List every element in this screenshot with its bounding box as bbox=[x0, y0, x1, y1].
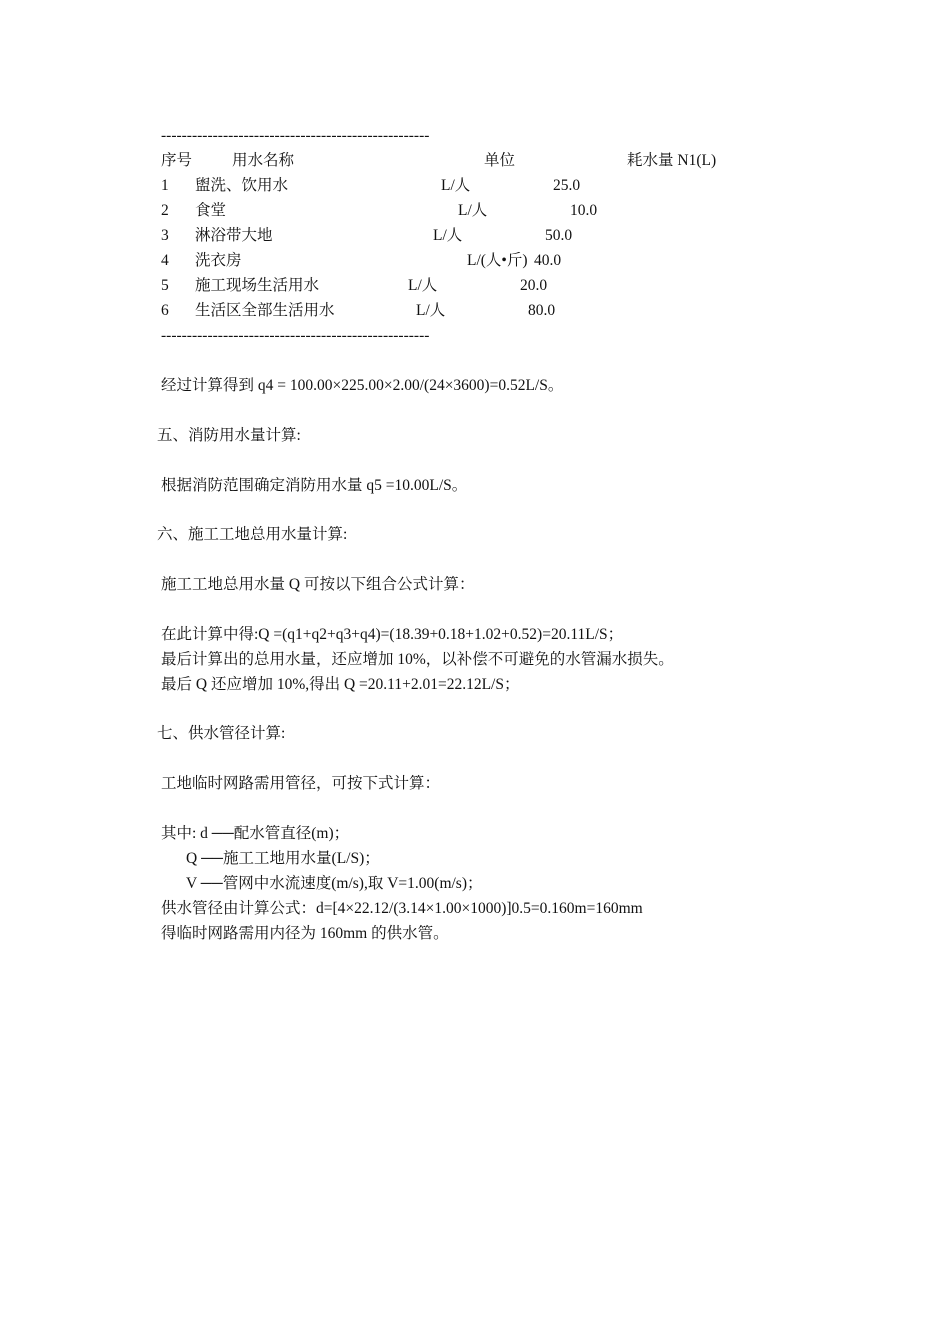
row-unit: L/人 bbox=[408, 277, 438, 294]
section6-heading: 六、施工工地总用水量计算: bbox=[157, 526, 348, 543]
header-amount: 耗水量 N1(L) bbox=[627, 152, 717, 169]
header-name: 用水名称 bbox=[232, 152, 295, 169]
row-name: 食堂 bbox=[195, 202, 227, 219]
row-name: 施工现场生活用水 bbox=[195, 277, 320, 294]
row-name: 淋浴带大地 bbox=[195, 227, 273, 244]
q-calc: 在此计算中得:Q =(q1+q2+q3+q4)=(18.39+0.18+1.02+0.52)=20.11L/S； bbox=[161, 626, 624, 643]
row-index: 5 bbox=[161, 277, 169, 294]
row-name: 洗衣房 bbox=[195, 252, 242, 269]
section7-heading: 七、供水管径计算: bbox=[157, 725, 286, 742]
row-index: 1 bbox=[161, 177, 169, 194]
row-unit: L/人 bbox=[458, 202, 488, 219]
where-q: Q ──施工工地用水量(L/S)； bbox=[186, 850, 380, 867]
row-index: 3 bbox=[161, 227, 169, 244]
row-index: 4 bbox=[161, 252, 169, 269]
where-v: V ──管网中水流速度(m/s),取 V=1.00(m/s)； bbox=[186, 875, 483, 892]
row-name: 生活区全部生活用水 bbox=[195, 302, 335, 319]
row-unit: L/人 bbox=[441, 177, 471, 194]
header-unit: 单位 bbox=[484, 152, 516, 169]
q-formula-intro: 施工工地总用水量 Q 可按以下组合公式计算： bbox=[161, 576, 475, 593]
row-unit: L/人 bbox=[433, 227, 463, 244]
row-amount: 80.0 bbox=[528, 302, 556, 319]
q4-result: 经过计算得到 q4 = 100.00×225.00×2.00/(24×3600)=0.52L/S。 bbox=[161, 377, 564, 394]
where-d: 其中: d ──配水管直径(m)； bbox=[161, 825, 350, 842]
header-index: 序号 bbox=[161, 152, 193, 169]
row-amount: 20.0 bbox=[520, 277, 548, 294]
row-amount: 25.0 bbox=[553, 177, 581, 194]
pipe-intro: 工地临时网路需用管径，可按下式计算： bbox=[161, 775, 441, 792]
row-amount: 40.0 bbox=[534, 252, 562, 269]
table-top-divider: ---------------------------------------------------- bbox=[161, 127, 430, 144]
row-amount: 10.0 bbox=[570, 202, 598, 219]
section5-heading: 五、消防用水量计算: bbox=[157, 427, 301, 444]
row-amount: 50.0 bbox=[545, 227, 573, 244]
q5-result: 根据消防范围确定消防用水量 q5 =10.00L/S。 bbox=[161, 477, 468, 494]
pipe-result: 得临时网路需用内径为 160mm 的供水管。 bbox=[161, 925, 449, 942]
pipe-formula: 供水管径由计算公式：d=[4×22.12/(3.14×1.00×1000)]0.5=0.160m=160mm bbox=[161, 900, 643, 917]
row-index: 6 bbox=[161, 302, 169, 319]
row-name: 盥洗、饮用水 bbox=[195, 177, 289, 194]
q-increase-note: 最后计算出的总用水量，还应增加 10%，以补偿不可避免的水管漏水损失。 bbox=[161, 651, 674, 668]
row-unit: L/(人•斤) bbox=[467, 252, 528, 269]
row-index: 2 bbox=[161, 202, 169, 219]
table-bottom-divider: ---------------------------------------------------- bbox=[161, 327, 430, 344]
q-final: 最后 Q 还应增加 10%,得出 Q =20.11+2.01=22.12L/S； bbox=[161, 676, 520, 693]
row-unit: L/人 bbox=[416, 302, 446, 319]
